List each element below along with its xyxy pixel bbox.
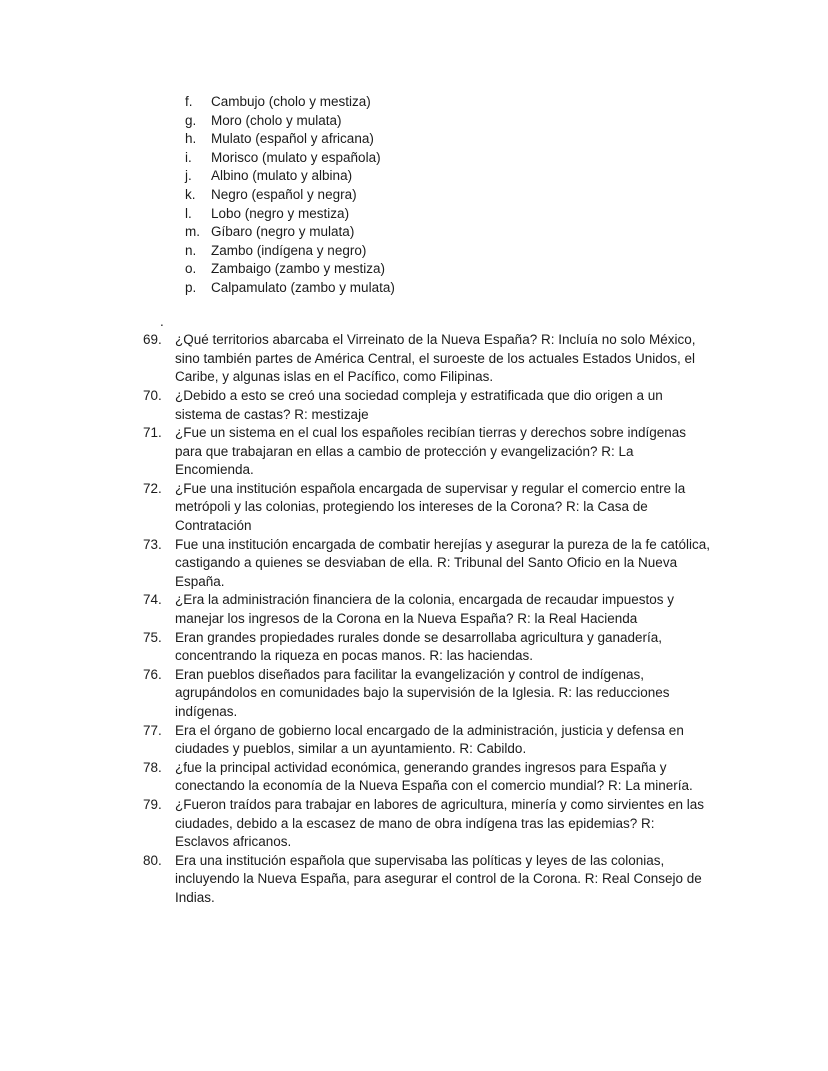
list-item-marker: j. (185, 168, 192, 184)
question-text: Eran grandes propiedades rurales donde se desarrollaba agricultura y ganadería, concentrando la riqueza en pocas manos. R: las haciendas. (175, 629, 663, 664)
list-item-marker: k. (185, 186, 196, 202)
list-item-text: Calpamulato (zambo y mulata) (211, 279, 395, 295)
list-item (185, 260, 828, 279)
question-number: 74. (143, 592, 162, 608)
question-item (143, 536, 828, 592)
question-item (143, 759, 828, 796)
question-number: 73. (143, 536, 162, 552)
list-item (185, 205, 828, 224)
question-numbered-list (143, 331, 828, 907)
question-text: ¿Fueron traídos para trabajar en labores de agricultura, minería y como sirvientes en las ciudades, debido a la escasez de mano de obra indígena tras las epidemias? R: Esclavos africanos. (175, 796, 705, 850)
list-item-marker: o. (185, 261, 197, 277)
list-item-text: Albino (mulato y albina) (211, 168, 353, 184)
list-item-marker: p. (185, 279, 197, 295)
question-number: 75. (143, 629, 162, 645)
list-item (185, 167, 828, 186)
question-item (143, 591, 828, 628)
list-item-text: Gíbaro (negro y mulata) (211, 224, 355, 240)
list-item-text: Negro (español y negra) (211, 186, 357, 202)
list-item-text: Zambaigo (zambo y mestiza) (211, 261, 386, 277)
question-item (143, 331, 828, 387)
question-text: Fue una institución encargada de combatir herejías y asegurar la pureza de la fe católica, castigando a quienes se desviaban de ella. R: Tribunal del Santo Oficio en la Nueva España. (175, 536, 711, 589)
question-text: Eran pueblos diseñados para facilitar la evangelización y control de indígenas, agrupándolos en comunidades bajo la supervisión de la Iglesia. R: las reducciones indígenas. (175, 666, 670, 719)
question-number: 70. (143, 387, 162, 403)
list-item-text: Cambujo (cholo y mestiza) (211, 94, 371, 109)
question-number: 69. (143, 332, 162, 348)
question-text: Era el órgano de gobierno local encargado de la administración, justicia y defensa en ciudades y pueblos, similar a un ayuntamiento. R: Cabildo. (175, 722, 684, 757)
question-item (143, 387, 828, 424)
list-item (185, 130, 828, 149)
list-item-text: Lobo (negro y mestiza) (211, 205, 350, 221)
list-item-marker: h. (185, 131, 197, 147)
question-item (143, 629, 828, 666)
question-item (143, 424, 828, 480)
question-text: ¿Era la administración financiera de la colonia, encargada de recaudar impuestos y manejar los ingresos de la Corona en la Nueva España? R: la Real Hacienda (175, 592, 675, 627)
list-item (185, 223, 828, 242)
list-item (185, 279, 828, 298)
list-item-marker: n. (185, 242, 197, 258)
list-item-text: Moro (cholo y mulata) (211, 112, 342, 128)
question-text: ¿Qué territorios abarcaba el Virreinato de la Nueva España? R: Incluía no solo México, sino también partes de América Central, el suroeste de los actuales Estados Unidos, el Caribe, y algunas islas en el Pacífico, como Filipinas. (175, 332, 696, 385)
list-item-marker: f. (185, 94, 193, 109)
list-item-text: Morisco (mulato y española) (211, 149, 381, 165)
list-item-text: Mulato (español y africana) (211, 131, 374, 147)
question-item (143, 722, 828, 759)
question-text: Era una institución española que supervisaba las políticas y leyes de las colonias, incluyendo la Nueva España, para asegurar el control de la Corona. R: Real Consejo de Indias. (175, 852, 702, 905)
question-number: 72. (143, 480, 162, 496)
question-text: ¿Debido a esto se creó una sociedad compleja y estratificada que dio origen a un sistema de castas? R: mestizaje (175, 387, 663, 422)
list-item (185, 112, 828, 131)
question-text: ¿Fue un sistema en el cual los españoles recibían tierras y derechos sobre indígenas para que trabajaran en ellas a cambio de protección y evangelización? R: La Encomienda. (175, 425, 687, 478)
question-number: 78. (143, 759, 162, 775)
question-text: ¿fue la principal actividad económica, generando grandes ingresos para España y conectando la economía de la Nueva España con el comercio mundial? R: La minería. (175, 759, 693, 794)
question-number: 76. (143, 666, 162, 682)
question-number: 79. (143, 796, 162, 812)
casta-lettered-list (185, 93, 828, 298)
list-item (185, 242, 828, 261)
list-item (185, 93, 828, 112)
list-item-marker: m. (185, 224, 200, 240)
question-number: 77. (143, 722, 162, 738)
question-text: ¿Fue una institución española encargada de supervisar y regular el comercio entre la metrópoli y las colonias, protegiendo los intereses de la Corona? R: la Casa de Contratación (175, 480, 686, 534)
list-item-marker: l. (185, 205, 192, 221)
question-number: 80. (143, 852, 162, 868)
question-number: 71. (143, 425, 162, 441)
list-item-text: Zambo (indígena y negro) (211, 242, 367, 258)
question-item (143, 852, 828, 908)
question-item (143, 666, 828, 722)
list-item-marker: i. (185, 149, 192, 165)
list-item (185, 186, 828, 205)
stray-period: . (160, 313, 164, 329)
list-item-marker: g. (185, 112, 197, 128)
list-item (185, 149, 828, 168)
question-item (143, 796, 828, 852)
question-item (143, 480, 828, 536)
